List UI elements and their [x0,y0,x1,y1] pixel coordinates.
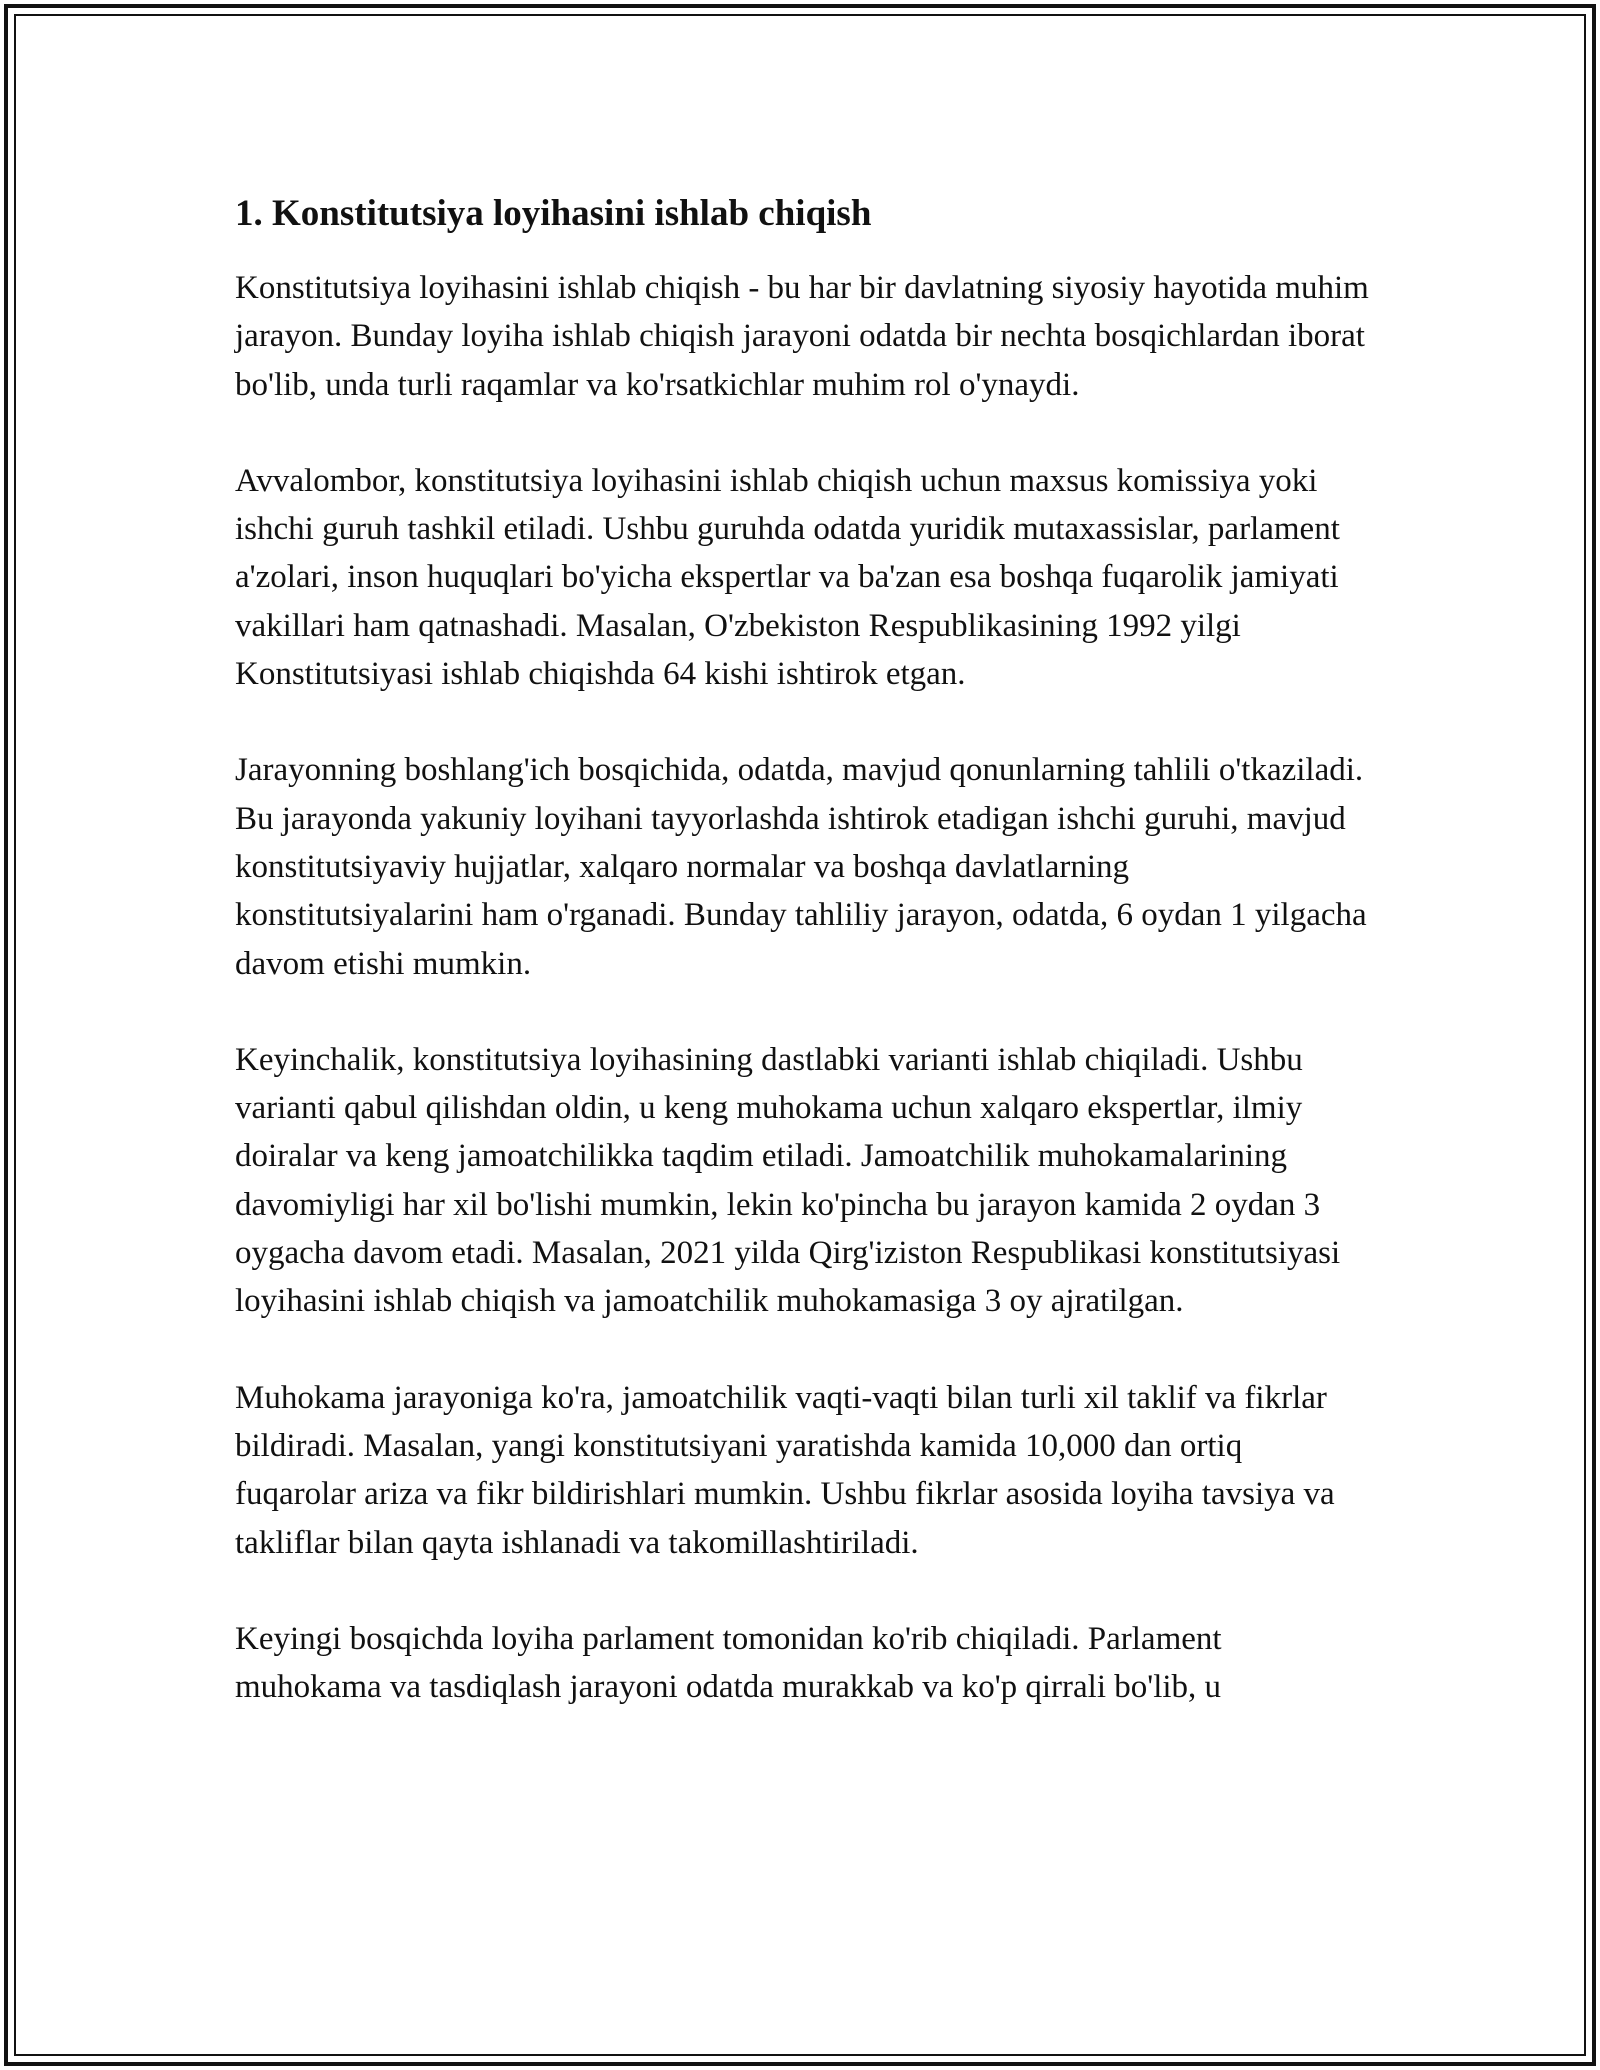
paragraph-4: Keyinchalik, konstitutsiya loyihasining dastlabki varianti ishlab chiqiladi. Ushbu varianti qabul qilishdan oldin, u keng muhokama uchun xalqaro ekspertlar, ilmiy doiralar va keng jamoatchilikka taqdim etiladi. Jamoatchilik muhokamalarining davomiyligi har xil bo'lishi mumkin, lekin ko'pincha bu jarayon kamida 2 oydan 3 oygacha davom etadi. Masalan, 2021 yilda Qirg'iziston Respublikasi konstitutsiyasi loyihasini ishlab chiqish va jamoatchilik muhokamasiga 3 oy ajratilgan. [235,1041,1341,1320]
section-title: 1. Konstitutsiya loyihasini ishlab chiqish [235,193,872,234]
paragraph-6: Keyingi bosqichda loyiha parlament tomonidan ko'rib chiqiladi. Parlament muhokama va tasdiqlash jarayoni odatda murakkab va ko'p qirrali bo'lib, u [235,1620,1222,1706]
document-body [235,190,1370,1759]
paragraph-1: Konstitutsiya loyihasini ishlab chiqish - bu har bir davlatning siyosiy hayotida muhim jarayon. Bunday loyiha ishlab chiqish jarayoni odatda bir nechta bosqichlardan iborat bo'lib, unda turli raqamlar va ko'rsatkichlar muhim rol o'ynaydi. [235,270,1369,403]
paragraph-3: Jarayonning boshlang'ich bosqichida, odatda, mavjud qonunlarning tahlili o'tkaziladi. Bu jarayonda yakuniy loyihani tayyorlashda ishtirok etadigan ishchi guruhi, mavjud konstitutsiyaviy hujjatlar, xalqaro normalar va boshqa davlatlarning konstitutsiyalarini ham o'rganadi. Bunday tahliliy jarayon, odatda, 6 oydan 1 yilgacha davom etishi mumkin. [235,752,1367,982]
paragraph-5: Muhokama jarayoniga ko'ra, jamoatchilik vaqti-vaqti bilan turli xil taklif va fikrlar bildiradi. Masalan, yangi konstitutsiyani yaratishda kamida 10,000 dan ortiq fuqarolar ariza va fikr bildirishlari mumkin. Ushbu fikrlar asosida loyiha tavsiya va takliflar bilan qayta ishlanadi va takomillashtiriladi. [235,1379,1335,1561]
paragraph-2: Avvalombor, konstitutsiya loyihasini ishlab chiqish uchun maxsus komissiya yoki ishchi guruh tashkil etiladi. Ushbu guruhda odatda yuridik mutaxassislar, parlament a'zolari, inson huquqlari bo'yicha ekspertlar va ba'zan esa boshqa fuqarolik jamiyati vakillari ham qatnashadi. Masalan, O'zbekiston Respublikasining 1992 yilgi Konstitutsiyasi ishlab chiqishda 64 kishi ishtirok etgan. [235,462,1340,693]
